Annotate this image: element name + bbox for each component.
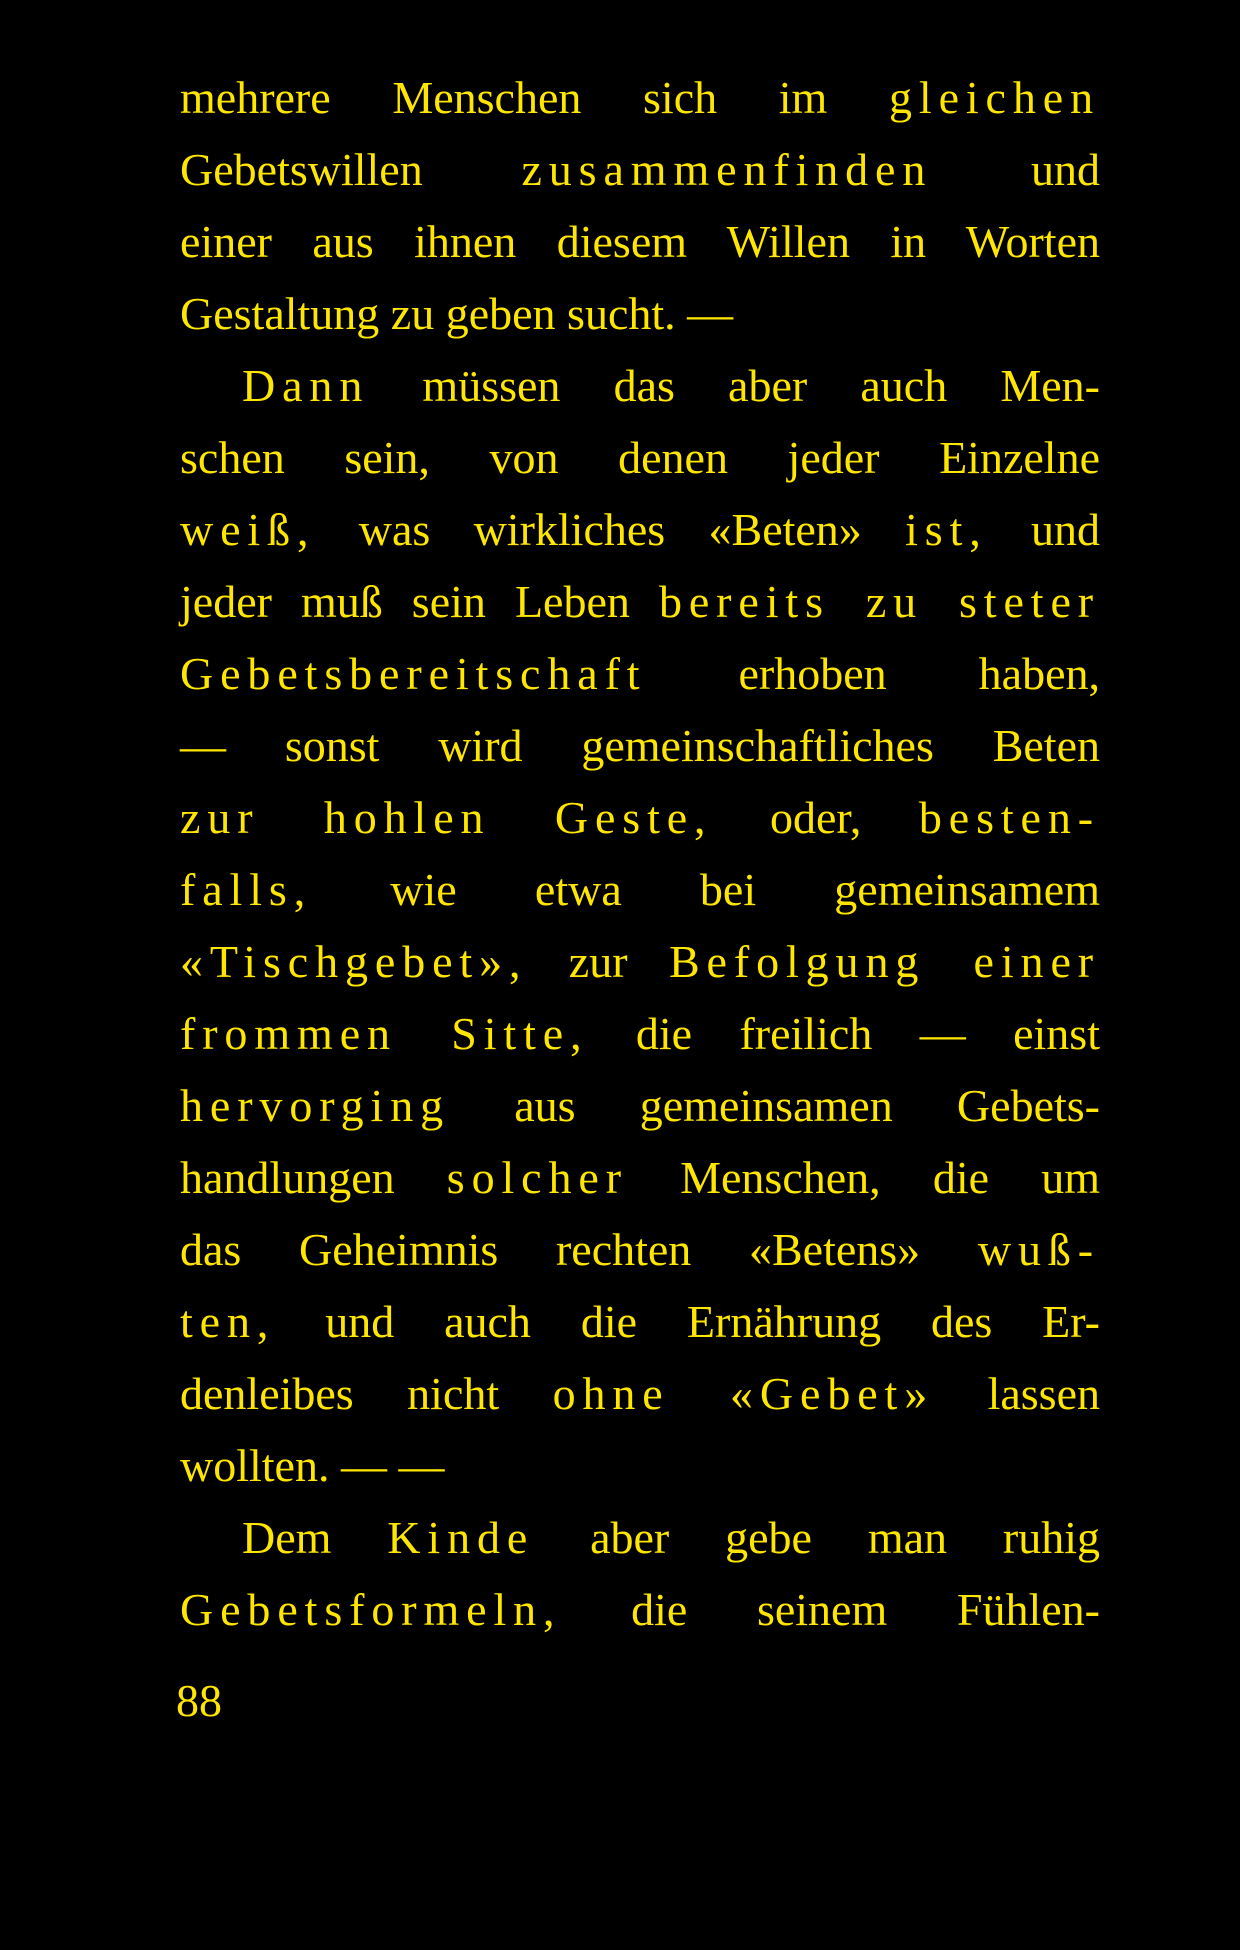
text-segment: wollten. — — (180, 1440, 445, 1491)
text-segment: aber gebe man ruhig (534, 1512, 1100, 1563)
text-segment: denleibes nicht (180, 1368, 553, 1419)
text-segment: handlungen (180, 1152, 447, 1203)
text-segment: die freilich — einst (588, 1008, 1100, 1059)
emphasized-text: solcher (446, 1152, 628, 1203)
text-segment: und (932, 144, 1100, 195)
text-line (180, 62, 1100, 134)
emphasized-text: zur hohlen Geste, (180, 792, 713, 843)
emphasized-text: weiß, (180, 504, 316, 555)
emphasized-text: falls, (180, 864, 313, 915)
text-line (180, 854, 1100, 926)
text-line (180, 494, 1100, 566)
text-line (180, 1358, 1100, 1430)
text-segment: lassen (934, 1368, 1100, 1419)
text-line (180, 1142, 1100, 1214)
text-line (180, 1286, 1100, 1358)
emphasized-text: wuß- (977, 1224, 1100, 1275)
page-number: 88 (176, 1675, 222, 1726)
emphasized-text: Befolgung einer (668, 936, 1100, 987)
text-segment: erhoben haben, (646, 648, 1100, 699)
text-segment: jeder muß sein Leben (180, 576, 659, 627)
text-line (180, 134, 1100, 206)
text-segment: wie etwa bei gemeinsamem (312, 864, 1100, 915)
emphasized-text: bereits zu steter (658, 576, 1100, 627)
text-line (180, 1430, 1100, 1502)
emphasized-text: gleichen (888, 72, 1100, 123)
emphasized-text: Kinde (387, 1512, 535, 1563)
text-segment: einer aus ihnen diesem Willen in Worten (180, 216, 1100, 267)
text-segment: Dem (242, 1512, 388, 1563)
text-segment: das Geheimnis rechten «Betens» (180, 1224, 978, 1275)
text-segment: — sonst wird gemeinschaftliches Beten (180, 720, 1100, 771)
text-line (180, 1574, 1100, 1646)
text-line (180, 350, 1100, 422)
emphasized-text: hervorging (180, 1080, 451, 1131)
text-line (180, 566, 1100, 638)
emphasized-text: frommen Sitte, (180, 1008, 589, 1059)
emphasized-text: zusammenfinden (521, 144, 933, 195)
text-segment: und (987, 504, 1100, 555)
text-segment: Gebetswillen (180, 144, 522, 195)
emphasized-text: ist, (905, 504, 988, 555)
text-segment: zur (527, 936, 669, 987)
text-line (180, 710, 1100, 782)
text-line (180, 1214, 1100, 1286)
text-segment: und auch die Ernährung des Er- (275, 1296, 1100, 1347)
text-segment: müssen das aber auch Men- (369, 360, 1100, 411)
text-line (180, 278, 1100, 350)
text-line (180, 1502, 1100, 1574)
text-line (180, 422, 1100, 494)
text-line (180, 926, 1100, 998)
text-segment: schen sein, von denen jeder Einzelne (180, 432, 1100, 483)
text-segment: mehrere Menschen sich im (180, 72, 889, 123)
text-segment: Menschen, die um (627, 1152, 1100, 1203)
text-segment: was wirkliches «Beten» (315, 504, 906, 555)
text-block (180, 62, 1100, 1646)
emphasized-text: Dann (242, 360, 370, 411)
emphasized-text: Gebetsbereitschaft (180, 648, 647, 699)
text-line (180, 1070, 1100, 1142)
text-segment: oder, (712, 792, 919, 843)
emphasized-text: besten- (918, 792, 1100, 843)
text-line (180, 782, 1100, 854)
emphasized-text: ten, (180, 1296, 276, 1347)
text-segment: aus gemeinsamen Gebets- (450, 1080, 1100, 1131)
text-line (180, 638, 1100, 710)
text-line (180, 206, 1100, 278)
emphasized-text: ohne «Gebet» (552, 1368, 935, 1419)
text-line (180, 998, 1100, 1070)
text-segment: die seinem Fühlen- (561, 1584, 1100, 1635)
text-segment: Gestaltung zu geben sucht. — (180, 288, 734, 339)
emphasized-text: «Tischgebet», (180, 936, 528, 987)
emphasized-text: Gebetsformeln, (180, 1584, 562, 1635)
